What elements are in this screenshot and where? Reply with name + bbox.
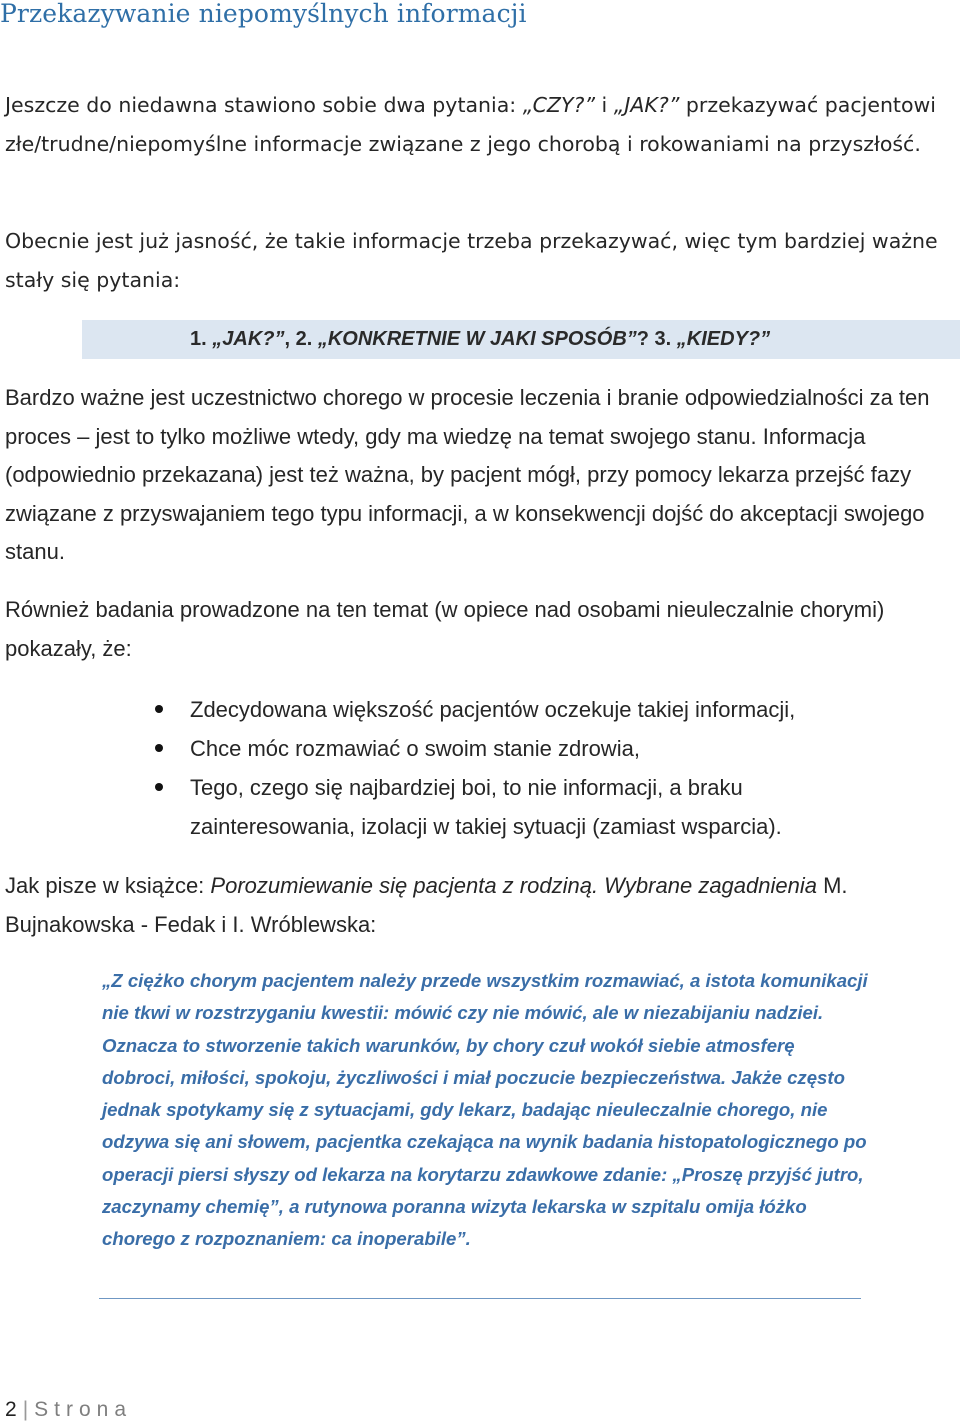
intro-text-before: Jeszcze do niedawna stawiono sobie dwa pytania:	[5, 93, 523, 117]
quote-divider	[99, 1298, 861, 1299]
question-number-3: ? 3.	[636, 328, 677, 350]
participation-paragraph: Bardzo ważne jest uczestnictwo chorego w procesie leczenia i branie odpowiedzialności za ten proces – jest to tylko możliwe wtedy, gdy ma wiedzę na temat swojego stanu. Informacja (odpowiednio przekazana) jest też ważna, by pacjent mógł, przy pomocy lekarza przejść fazy związane z przyswajaniem tego typu informacji, a w konsekwencji dojść do akceptacji swojego stanu.	[5, 385, 930, 564]
intro-text-mid: i	[595, 93, 614, 117]
question-2: „KONKRETNIE W JAKI SPOSÓB”	[317, 328, 637, 350]
findings-list	[0, 690, 960, 846]
footer-separator: |	[22, 1398, 29, 1421]
list-item-text: Chce móc rozmawiać o swoim stanie zdrowia,	[190, 736, 640, 761]
list-item-text: Zdecydowana większość pacjentów oczekuje takiej informacji,	[190, 697, 796, 722]
footer-label: Strona	[34, 1398, 133, 1421]
citation-authors: M. Bujnakowska - Fedak i I. Wróblewska:	[5, 873, 848, 937]
citation-paragraph	[5, 866, 950, 944]
intro-paragraph	[5, 86, 950, 163]
list-item	[0, 690, 890, 729]
bullet-icon	[155, 783, 163, 791]
citation-text-before: Jak pisze w książce:	[5, 873, 211, 898]
block-quote: „Z ciężko chorym pacjentem należy przede wszystkim rozmawiać, a istota komunikacji nie tkwi w rozstrzyganiu kwestii: mówić czy nie mówić, ale w niezabijaniu nadziei. Oznacza to stworzenie takich warunków, by chory czuł wokół siebie atmosferę dobroci, miłości, spokoju, życzliwości i miał poczucie bezpieczeństwa. Jakże często jednak spotykamy się z sytuacjami, gdy lekarz, badając nieuleczalnie chorego, nie odzywa się ani słowem, pacjentka czekająca na wynik badania histopatologicznego po operacji piersi słyszy od lekarza na korytarzu zdawkowe zdanie: „Proszę przyjść jutro, zaczynamy chemię”, a rutynowa poranna wizyta lekarska w szpitalu omija łóżko chorego z rozpoznaniem: ca inoperabile”.	[102, 970, 868, 1250]
page-heading: Przekazywanie niepomyślnych informacji	[0, 0, 527, 28]
question-number-2: , 2.	[284, 328, 318, 350]
page-number: 2	[5, 1398, 17, 1421]
list-item	[0, 768, 890, 846]
question-czy: „CZY?”	[522, 93, 595, 117]
bullet-icon	[155, 744, 163, 752]
question-1: „JAK?”	[212, 328, 285, 350]
book-title: Porozumiewanie się pacjenta z rodziną. Wybrane zagadnienia	[210, 873, 817, 898]
intro-text-after: przekazywać pacjentowi złe/trudne/niepomyślne informacje związane z jego chorobą i rokowaniami na przyszłość.	[5, 93, 936, 156]
page-footer	[5, 1396, 132, 1424]
questions-list	[190, 320, 770, 359]
question-number-1: 1.	[190, 328, 213, 350]
list-item	[0, 729, 890, 768]
list-item-text: Tego, czego się najbardziej boi, to nie informacji, a braku zainteresowania, izolacji w takiej sytuacji (zamiast wsparcia).	[190, 775, 782, 839]
bullet-icon	[155, 705, 163, 713]
second-paragraph: Obecnie jest już jasność, że takie informacje trzeba przekazywać, więc tym bardziej ważne stały się pytania:	[5, 229, 938, 292]
question-jak: „JAK?”	[613, 93, 680, 117]
research-paragraph: Również badania prowadzone na ten temat (w opiece nad osobami nieuleczalnie chorymi) pokazały, że:	[5, 597, 885, 661]
question-3: „KIEDY?”	[676, 328, 771, 350]
